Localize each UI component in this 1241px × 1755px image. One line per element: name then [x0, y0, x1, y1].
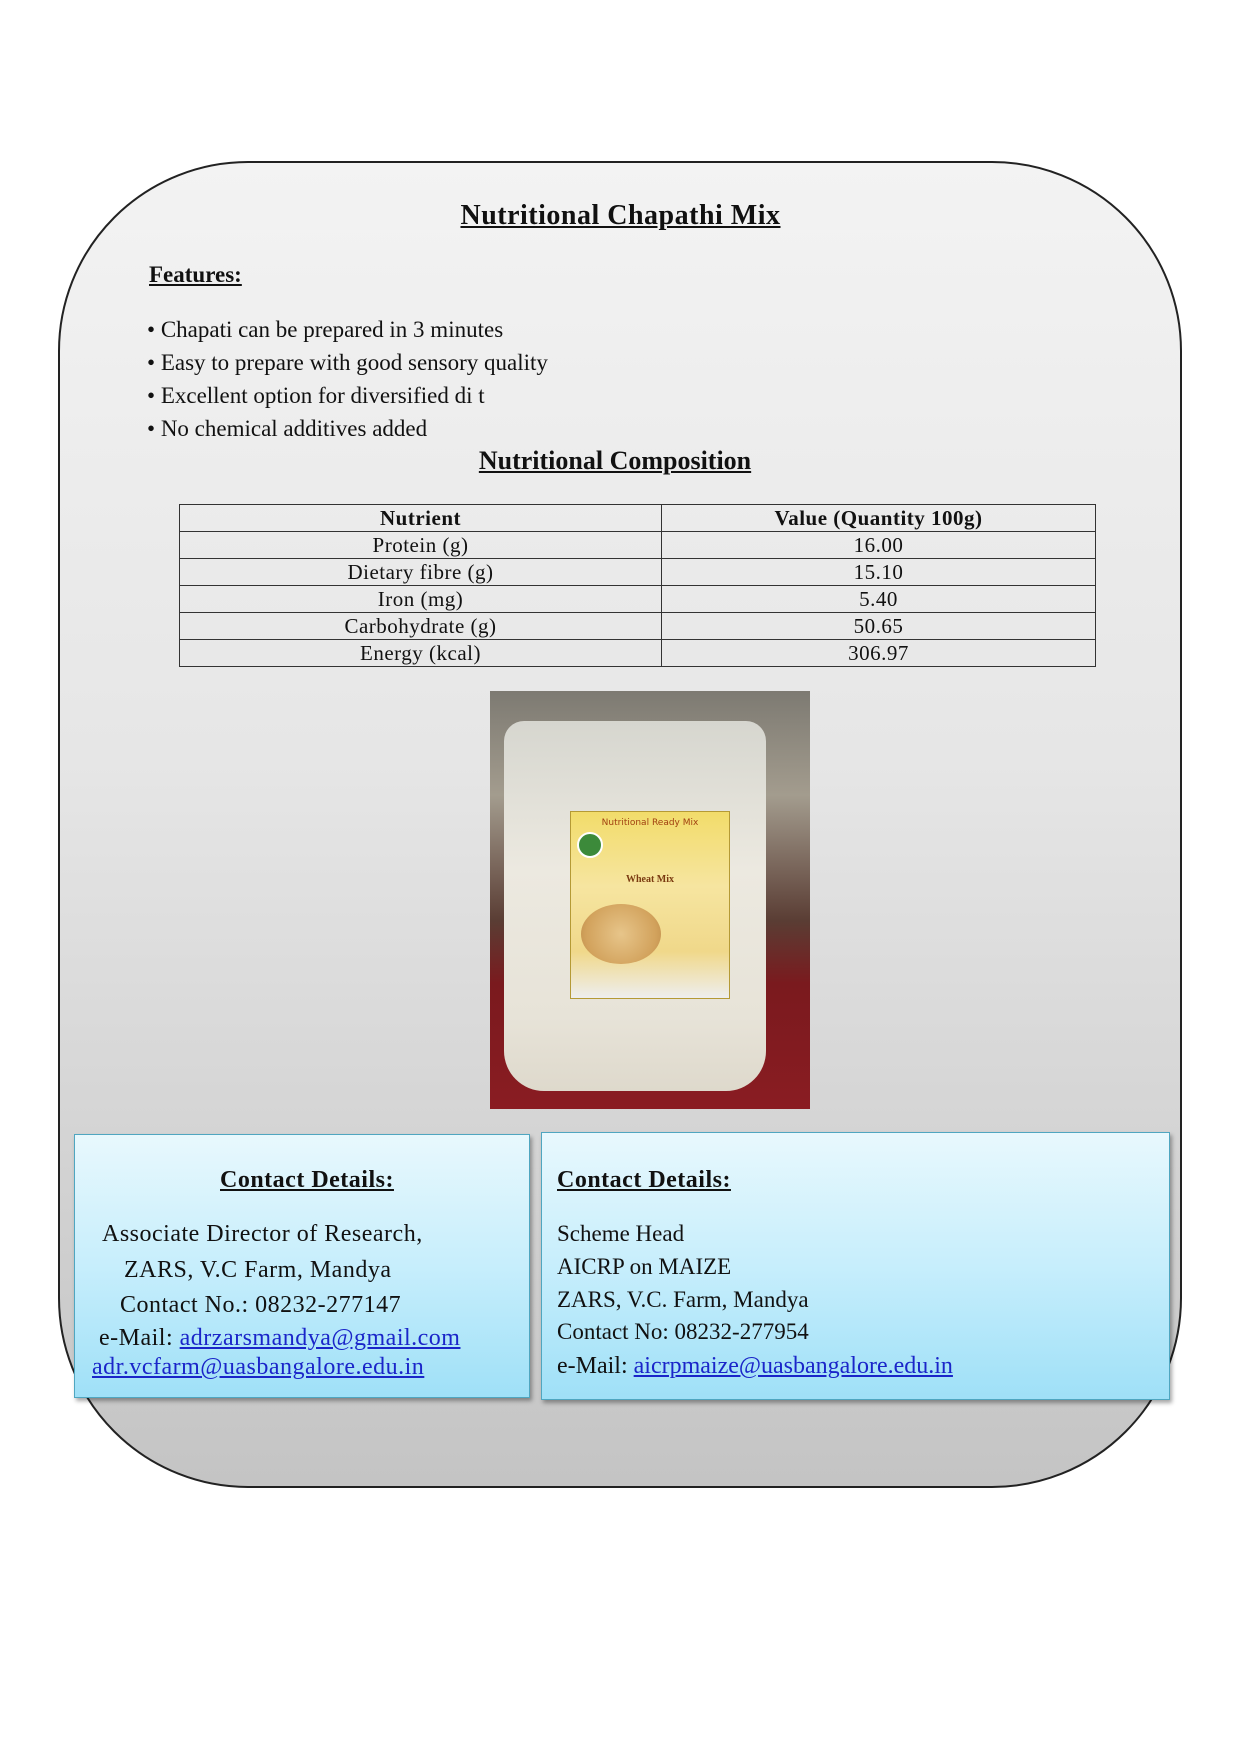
nutrient-cell: Energy (kcal): [180, 640, 662, 667]
nutrient-cell: Dietary fibre (g): [180, 559, 662, 586]
column-header-nutrient: Nutrient: [180, 505, 662, 532]
email-label: e-Mail:: [99, 1325, 180, 1351]
product-label: [570, 811, 730, 999]
value-cell: 16.00: [662, 532, 1096, 559]
contact-heading: Contact Details:: [220, 1167, 394, 1193]
feature-item: • Chapati can be prepared in 3 minutes: [147, 313, 548, 346]
label-top-text: Nutritional Ready Mix: [601, 818, 699, 828]
feature-item: • No chemical additives added: [147, 412, 548, 445]
table-row: [180, 613, 1096, 640]
email-label: e-Mail:: [557, 1353, 634, 1379]
contact-email-line: [557, 1353, 953, 1380]
contact-line: Associate Director of Research,: [102, 1221, 423, 1247]
feature-item: • Excellent option for diversified di t: [147, 379, 548, 412]
table-row: [180, 532, 1096, 559]
features-list: [147, 313, 548, 445]
contact-line: ZARS, V.C Farm, Mandya: [124, 1257, 392, 1283]
features-heading: Features:: [149, 262, 242, 287]
value-cell: 50.65: [662, 613, 1096, 640]
feature-item: • Easy to prepare with good sensory quality: [147, 346, 548, 379]
nutrient-cell: Iron (mg): [180, 586, 662, 613]
contact-phone: Contact No: 08232-277954: [557, 1319, 809, 1344]
table-row: [180, 640, 1096, 667]
contact-email-line: [92, 1354, 424, 1381]
nutrient-cell: Protein (g): [180, 532, 662, 559]
contact-phone: Contact No.: 08232-277147: [120, 1292, 402, 1318]
contact-heading: Contact Details:: [557, 1167, 731, 1193]
table-row: [180, 586, 1096, 613]
email-link[interactable]: adrzarsmandya@gmail.com: [179, 1325, 461, 1351]
chapati-icon: [581, 904, 661, 964]
page-title: Nutritional Chapathi Mix: [460, 200, 781, 231]
email-link[interactable]: adr.vcfarm@uasbangalore.edu.in: [92, 1354, 425, 1380]
value-cell: 306.97: [662, 640, 1096, 667]
contact-line: Scheme Head: [557, 1221, 685, 1246]
product-photo: [490, 691, 810, 1109]
nutrient-cell: Carbohydrate (g): [180, 613, 662, 640]
contact-line: ZARS, V.C. Farm, Mandya: [557, 1287, 809, 1312]
table-header-row: [180, 505, 1096, 532]
composition-title: Nutritional Composition: [478, 446, 752, 475]
table-row: [180, 559, 1096, 586]
contact-box-left: [74, 1134, 530, 1398]
nutrition-table: [179, 504, 1096, 667]
label-product-text: Wheat Mix: [625, 874, 675, 885]
brand-logo-icon: [577, 832, 603, 858]
email-link[interactable]: aicrpmaize@uasbangalore.edu.in: [633, 1353, 953, 1379]
contact-line: AICRP on MAIZE: [557, 1254, 732, 1279]
value-cell: 15.10: [662, 559, 1096, 586]
contact-email-line: [99, 1325, 460, 1352]
column-header-value: Value (Quantity 100g): [662, 505, 1096, 532]
contact-box-right: [541, 1132, 1170, 1400]
value-cell: 5.40: [662, 586, 1096, 613]
